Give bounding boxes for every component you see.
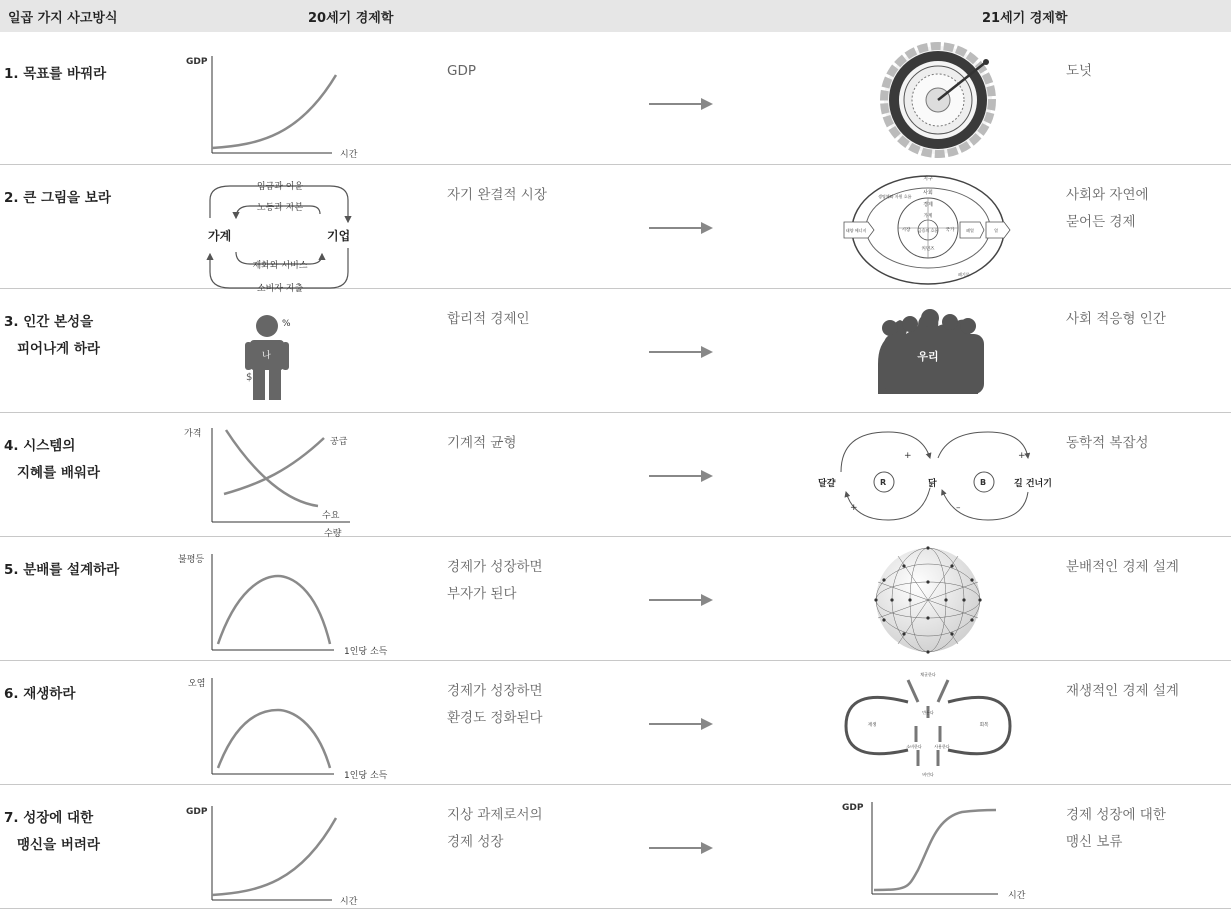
svg-text:채굴한다: 채굴한다 — [920, 672, 936, 677]
s-curve — [874, 810, 996, 890]
new-concept: 경제 성장에 대한 맹신 보류 — [1066, 807, 1166, 850]
svg-text:만든다: 만든다 — [922, 710, 934, 715]
svg-text:%: % — [282, 319, 291, 329]
svg-text:시장: 시장 — [901, 228, 911, 233]
y-axis-label: GDP — [186, 57, 208, 67]
y-axis-label: 가격 — [184, 429, 202, 439]
doughnut-diagram — [838, 46, 1038, 162]
old-concept: GDP — [447, 63, 476, 79]
inverted-u-curve — [218, 710, 330, 768]
row-systems-thinking — [0, 412, 1231, 537]
svg-text:수요: 수요 — [322, 511, 340, 521]
growth-curve — [212, 818, 336, 895]
new-concept: 도넛 — [1066, 63, 1093, 79]
svg-text:재화와 서비스: 재화와 서비스 — [252, 261, 308, 271]
svg-text:시간: 시간 — [1008, 891, 1026, 901]
new-concept: 사회 적응형 인간 — [1066, 311, 1166, 327]
svg-text:열: 열 — [994, 228, 998, 233]
row-title: 2. 큰 그림을 보라 — [4, 190, 111, 206]
old-concept: 지상 과제로서의 경제 성장 — [447, 807, 543, 850]
svg-text:가계: 가계 — [923, 214, 933, 219]
svg-text:공급: 공급 — [330, 437, 348, 447]
svg-text:태양 에너지: 태양 에너지 — [845, 228, 867, 233]
svg-text:재생: 재생 — [867, 723, 877, 728]
growth-curve — [212, 75, 336, 148]
svg-text:1인당 소득: 1인당 소득 — [344, 647, 388, 657]
row-change-the-goal — [0, 40, 1231, 165]
row-see-the-big-picture — [0, 164, 1231, 294]
x-axis-label: 시간 — [340, 150, 358, 160]
rational-economic-man-icon — [170, 298, 400, 410]
new-concept: 분배적인 경제 설계 — [1066, 559, 1179, 575]
x-axis-label: 시간 — [340, 897, 358, 907]
transition-arrow — [647, 344, 717, 360]
old-concept: 자기 완결적 시장 — [447, 187, 547, 203]
svg-text:생명체와 자원 흐름: 생명체와 자원 흐름 — [878, 194, 912, 199]
row-regenerate — [0, 660, 1231, 785]
svg-text:커먼즈: 커먼즈 — [921, 247, 935, 252]
old-concept: 합리적 경제인 — [447, 311, 530, 327]
transition-arrow — [647, 592, 717, 608]
svg-text:금융의 흐름: 금융의 흐름 — [917, 228, 939, 233]
svg-text:닭: 닭 — [928, 479, 937, 489]
network-sphere — [838, 542, 1038, 658]
svg-text:GDP: GDP — [842, 803, 864, 813]
households-node: 가계 — [208, 229, 232, 243]
row-title: 1. 목표를 바꿔라 — [4, 66, 107, 82]
row-nurture-human-nature — [0, 288, 1231, 413]
inverted-u-curve — [218, 576, 330, 644]
svg-text:임금과 이윤: 임금과 이윤 — [256, 182, 304, 192]
svg-text:폐기물: 폐기물 — [958, 272, 970, 277]
feedback-loop-diagram — [818, 418, 1058, 534]
row-title: 3. 인간 본성을 피어나게 하라 — [4, 314, 100, 357]
gdp-exponential-chart — [170, 794, 400, 906]
supply-demand-chart — [170, 422, 400, 539]
row-title: 4. 시스템의 지혜를 배워라 — [4, 438, 100, 481]
new-concept: 재생적인 경제 설계 — [1066, 683, 1179, 699]
new-concept: 동학적 복잡성 — [1066, 435, 1149, 451]
svg-text:회복: 회복 — [979, 723, 989, 728]
svg-text:달걀: 달걀 — [818, 479, 836, 489]
embedded-economy-diagram — [838, 170, 1038, 286]
svg-text:폐열: 폐열 — [966, 228, 974, 233]
svg-text:–: – — [956, 503, 961, 513]
svg-text:경제: 경제 — [923, 202, 933, 208]
regenerative-design-diagram — [838, 666, 1038, 782]
row-title: 5. 분배를 설계하라 — [4, 562, 120, 578]
header-20th-century: 20세기 경제학 — [308, 11, 394, 26]
svg-text:버린다: 버린다 — [922, 772, 934, 777]
svg-text:소비자 지출: 소비자 지출 — [256, 284, 304, 294]
svg-text:R: R — [880, 478, 887, 487]
transition-arrow — [647, 468, 717, 484]
y-axis-label: 불평등 — [178, 555, 205, 565]
transition-arrow — [647, 716, 717, 732]
kuznets-inequality-chart — [170, 546, 400, 658]
transition-arrow — [647, 96, 717, 112]
header-21st-century: 21세기 경제학 — [982, 11, 1068, 26]
svg-text:사회: 사회 — [923, 190, 933, 196]
y-axis-label: 오염 — [188, 679, 206, 689]
svg-text:1인당 소득: 1인당 소득 — [344, 771, 388, 781]
transition-arrow — [647, 220, 717, 236]
environmental-kuznets-chart — [170, 670, 400, 782]
svg-text:B: B — [980, 478, 987, 487]
svg-text:지구: 지구 — [923, 176, 933, 182]
svg-text:길 건너기: 길 건너기 — [1014, 479, 1052, 489]
old-concept: 기계적 균형 — [447, 435, 517, 451]
row-title: 6. 재생하라 — [4, 686, 76, 702]
gdp-s-curve-chart — [838, 790, 1038, 906]
svg-text:$: $ — [246, 372, 253, 383]
demand-curve — [226, 430, 318, 506]
crowd-silhouette — [838, 294, 1038, 410]
gdp-exponential-chart — [170, 50, 400, 162]
svg-text:나: 나 — [262, 351, 271, 361]
firms-node: 기업 — [327, 229, 351, 243]
svg-text:+: + — [1018, 451, 1026, 461]
svg-text:우리: 우리 — [917, 350, 939, 363]
old-concept: 경제가 성장하면 환경도 정화된다 — [447, 683, 543, 726]
header-ways-of-thinking: 일곱 가지 사고방식 — [8, 11, 118, 26]
svg-text:사용한다: 사용한다 — [934, 744, 950, 749]
row-be-agnostic-about-growth — [0, 784, 1231, 909]
svg-text:+: + — [904, 451, 912, 461]
y-axis-label: GDP — [186, 807, 208, 817]
row-title: 7. 성장에 대한 맹신을 버려라 — [4, 810, 100, 853]
old-concept: 경제가 성장하면 부자가 된다 — [447, 559, 543, 602]
svg-text:국가: 국가 — [945, 228, 955, 233]
row-design-to-distribute — [0, 536, 1231, 661]
table-header — [0, 0, 1231, 32]
svg-text:노동과 자본: 노동과 자본 — [256, 203, 304, 213]
new-concept: 사회와 자연에 묻어든 경제 — [1066, 187, 1149, 230]
svg-text:+: + — [850, 503, 858, 513]
svg-text:소비한다: 소비한다 — [906, 744, 922, 749]
svg-text:수량: 수량 — [324, 529, 342, 539]
transition-arrow — [647, 840, 717, 856]
circular-flow-diagram — [170, 174, 400, 294]
